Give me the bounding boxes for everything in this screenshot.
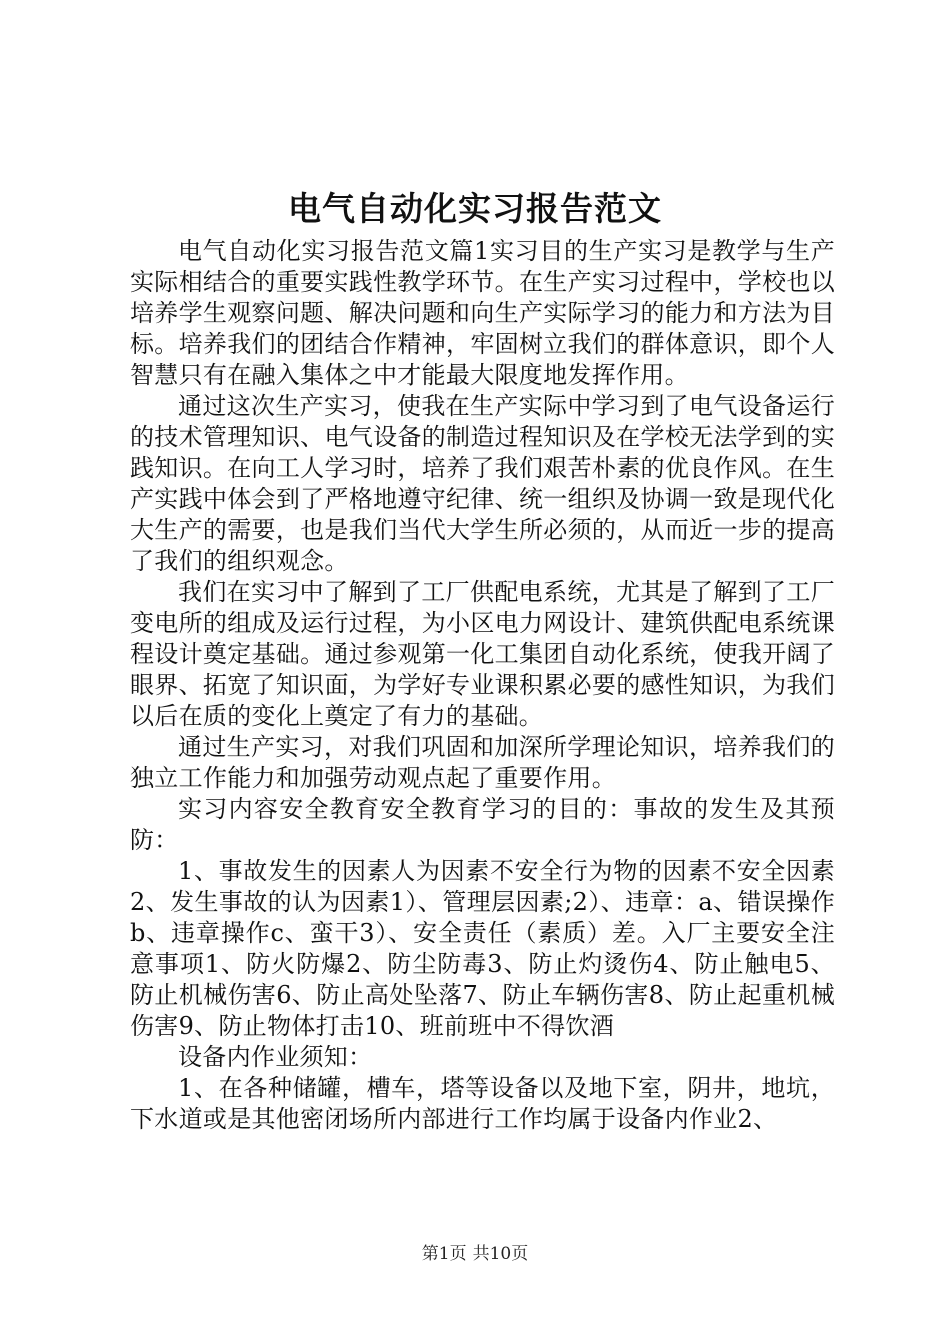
paragraph-safety-education: 实习内容安全教育安全教育学习的目的：事故的发生及其预防：	[130, 795, 835, 854]
paragraph-power-system: 我们在实习中了解到了工厂供配电系统，尤其是了解到了工厂变电所的组成及运行过程，为小区电力网设计、建筑供配电系统课程设计奠定基础。通过参观第一化工集团自动化系统，使我开阔了眼界、拓宽了知识面，为学好专业课积累必要的感性知识，为我们以后在质的变化上奠定了有力的基础。	[130, 578, 835, 730]
paragraph-equipment-rules: 1、在各种储罐，槽车，塔等设备以及地下室，阴井，地坑，下水道或是其他密闭场所内部进行工作均属于设备内作业2、	[130, 1074, 835, 1133]
page-total: 共10页	[472, 1244, 529, 1264]
paragraph-accident-factors: 1、事故发生的因素人为因素不安全行为物的因素不安全因素2、发生事故的认为因素1）、管理层因素;2）、违章：a、错误操作b、违章操作c、蛮干3）、安全责任（素质）差。入厂主要安全注意事项1、防火防爆2、防尘防毒3、防止灼烫伤4、防止触电5、防止机械伤害6、防止高处坠落7、防止车辆伤害8、防止起重机械伤害9、防止物体打击10、班前班中不得饮酒	[130, 857, 835, 1040]
page-footer	[0, 1242, 950, 1266]
paragraph-production-practice: 通过这次生产实习，使我在生产实际中学习到了电气设备运行的技术管理知识、电气设备的制造过程知识及在学校无法学到的实践知识。在向工人学习时，培养了我们艰苦朴素的优良作风。在生产实践中体会到了严格地遵守纪律、统一组织及协调一致是现代化大生产的需要，也是我们当代大学生所必须的，从而近一步的提高了我们的组织观念。	[130, 392, 835, 575]
document-title: 电气自动化实习报告范文	[288, 189, 662, 228]
paragraph-equipment-heading: 设备内作业须知：	[178, 1043, 373, 1071]
document-body	[130, 236, 835, 1135]
paragraph-internship-purpose: 电气自动化实习报告范文篇1实习目的生产实习是教学与生产实际相结合的重要实践性教学环节。在生产实习过程中，学校也以培养学生观察问题、解决问题和向生产实际学习的能力和方法为目标。培养我们的团结合作精神，牢固树立我们的群体意识，即个人智慧只有在融入集体之中才能最大限度地发挥作用。	[130, 237, 835, 389]
paragraph-summary: 通过生产实习，对我们巩固和加深所学理论知识，培养我们的独立工作能力和加强劳动观点起了重要作用。	[130, 733, 835, 792]
page-number: 第1页	[421, 1244, 467, 1264]
